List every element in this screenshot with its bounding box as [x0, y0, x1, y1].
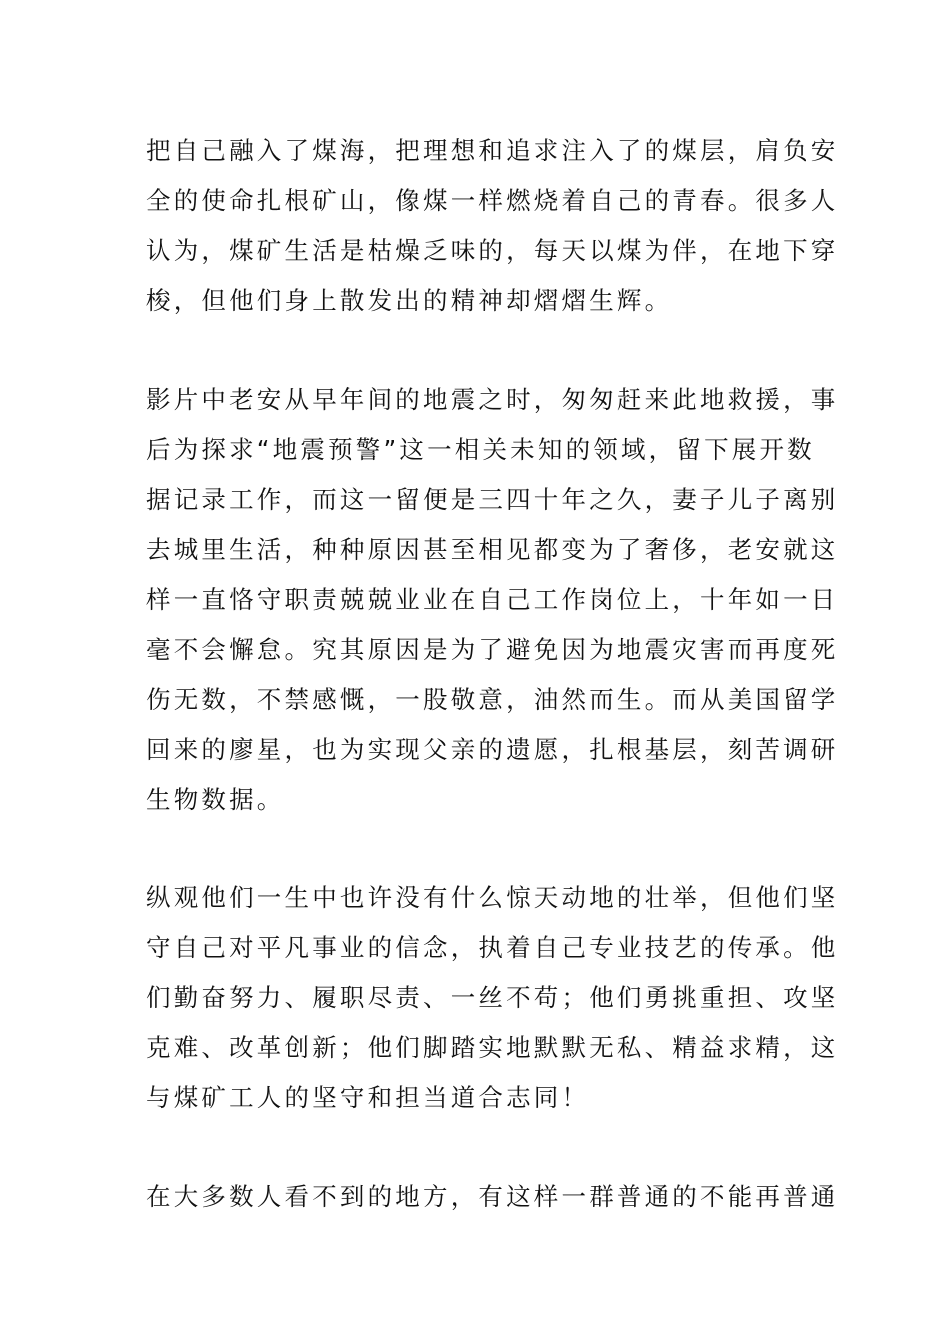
- paragraph-line: 毫不会懈怠。究其原因是为了避免因为地震灾害而再度死: [146, 635, 839, 664]
- paragraph-line: 生物数据。: [146, 785, 285, 814]
- paragraph-line: 们勤奋努力、履职尽责、一丝不苟；他们勇挑重担、攻坚: [146, 983, 839, 1012]
- paragraph-line: 与煤矿工人的坚守和担当道合志同！: [146, 1083, 590, 1112]
- paragraph-line: 纵观他们一生中也许没有什么惊天动地的壮举，但他们坚: [146, 883, 839, 912]
- paragraph-line: 全的使命扎根矿山，像煤一样燃烧着自己的青春。很多人: [146, 186, 839, 215]
- paragraph-line: 据记录工作，而这一留便是三四十年之久，妻子儿子离别: [146, 485, 839, 514]
- paragraph-1: [146, 126, 839, 326]
- paragraph-line: 影片中老安从早年间的地震之时，匆匆赶来此地救援，事: [146, 385, 839, 414]
- paragraph-line: 认为，煤矿生活是枯燥乏味的，每天以煤为伴，在地下穿: [146, 236, 839, 265]
- paragraph-line: 样一直恪守职责兢兢业业在自己工作岗位上，十年如一日: [146, 585, 839, 614]
- paragraph-line: 后为探求“地震预警”这一相关未知的领域，留下展开数: [146, 435, 815, 464]
- paragraph-2: [146, 375, 839, 825]
- paragraph-line: 去城里生活，种种原因甚至相见都变为了奢侈，老安就这: [146, 535, 839, 564]
- paragraph-line: 克难、改革创新；他们脚踏实地默默无私、精益求精，这: [146, 1033, 839, 1062]
- paragraph-4: [146, 1172, 839, 1222]
- paragraph-line: 在大多数人看不到的地方，有这样一群普通的不能再普通: [146, 1182, 839, 1211]
- paragraph-line: 守自己对平凡事业的信念，执着自己专业技艺的传承。他: [146, 933, 839, 962]
- paragraph-line: 回来的廖星，也为实现父亲的遗愿，扎根基层，刻苦调研: [146, 735, 839, 764]
- paragraph-line: 梭，但他们身上散发出的精神却熠熠生辉。: [146, 286, 673, 315]
- paragraph-3: [146, 873, 839, 1123]
- paragraph-line: 把自己融入了煤海，把理想和追求注入了的煤层，肩负安: [146, 136, 839, 165]
- paragraph-line: 伤无数，不禁感慨，一股敬意，油然而生。而从美国留学: [146, 685, 839, 714]
